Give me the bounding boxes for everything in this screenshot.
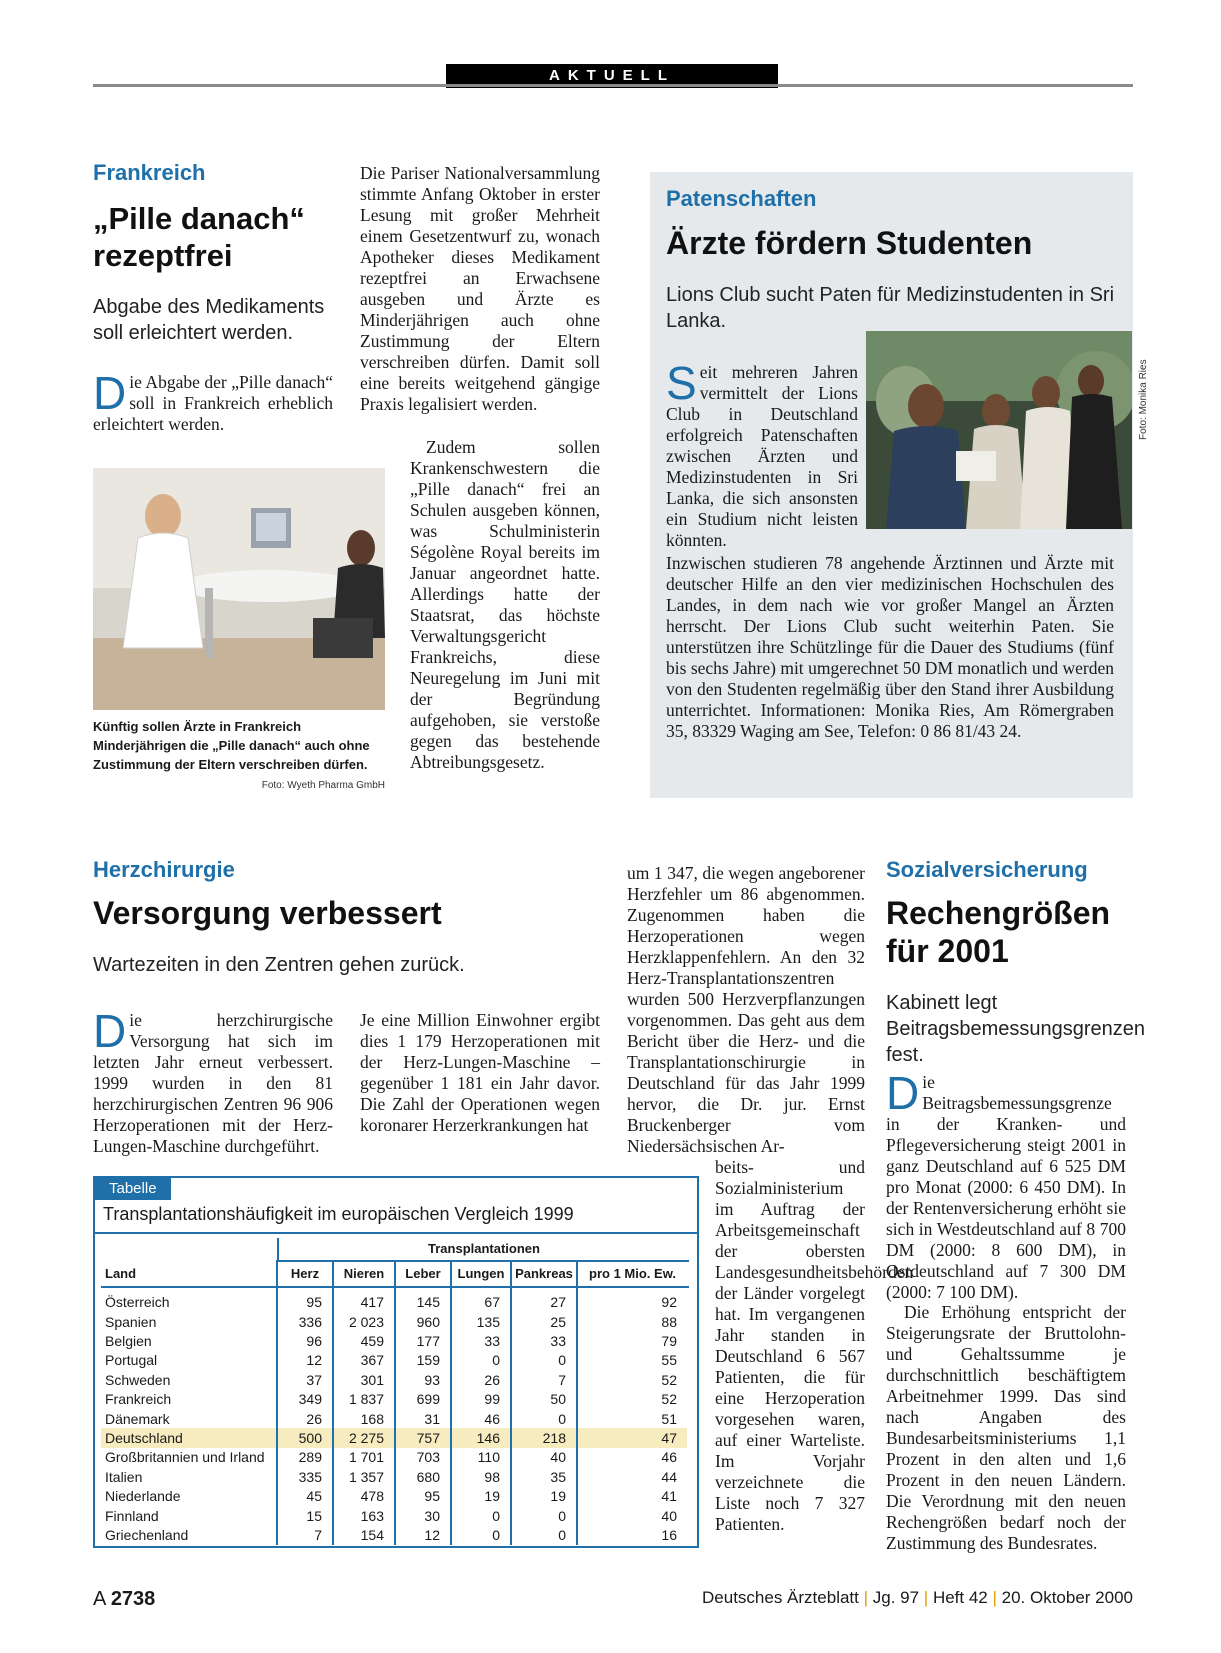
table-cell-value: 12 bbox=[395, 1525, 451, 1544]
article3-title: Versorgung verbessert bbox=[93, 895, 442, 931]
table-cell-value: 27 bbox=[511, 1286, 577, 1312]
table-cell-value: 45 bbox=[277, 1487, 333, 1506]
table-cell-value: 99 bbox=[451, 1390, 511, 1409]
article3-col2: Je eine Million Einwohner ergibt dies 1 179 Herzoperationen mit der Herz-Lungen-Maschine – gegenüber 1 181 ein Jahr davor. Die Zahl der Operationen wegen koronarer Herzerkrankungen hat bbox=[360, 1010, 600, 1135]
article3-col1 bbox=[93, 1005, 333, 1157]
table-cell-value: 35 bbox=[511, 1467, 577, 1486]
table-cell-value: 0 bbox=[511, 1525, 577, 1544]
table-row bbox=[101, 1467, 687, 1486]
table-cell-value: 51 bbox=[661, 1410, 677, 1427]
table-cell-value: 52 bbox=[661, 1371, 677, 1388]
col-header-lungen: Lungen bbox=[451, 1260, 511, 1286]
table-cell-value: 7 bbox=[277, 1525, 333, 1544]
table-cell-value: 92 bbox=[661, 1294, 677, 1310]
article3-kicker: Herzchirurgie bbox=[93, 857, 235, 882]
table-header-rule bbox=[101, 1286, 689, 1288]
footer-volume: Jg. 97 bbox=[872, 1588, 920, 1607]
article1-col2b: Zudem sollen Krankenschwestern die „Pille danach“ frei an Schulen ausgeben können, was Schulministerin Ségolène Royal bereits im Januar angeordnet hatte. Allerdings hatte der Staatsrat, das höchste Verwaltungsgericht Frankreichs, diese Neuregelung im Juni mit der Begründung aufgehoben, sie verstoße gegen das bestehende Abtreibungsgesetz. bbox=[410, 437, 600, 772]
article2-intro bbox=[666, 357, 858, 551]
table-cell-land: Frankreich bbox=[101, 1390, 277, 1409]
col-header-herz: Herz bbox=[277, 1260, 333, 1286]
table-cell-value: 16 bbox=[661, 1526, 677, 1543]
article2-intro-text: eit mehreren Jahren vermittelt der Lions Club in Deutschland erfolgreich Patenschaften zwischen Ärzten und Medizinstudenten in Sri Lanka, die sich ansonsten ein Studium nicht leisten könnten. bbox=[666, 362, 858, 550]
table-cell-value: 44 bbox=[661, 1468, 677, 1485]
table-cell-value: 26 bbox=[451, 1370, 511, 1389]
table-cell-land: Deutschland bbox=[101, 1428, 277, 1447]
table-row bbox=[101, 1428, 687, 1447]
table-cell-value: 177 bbox=[395, 1331, 451, 1350]
table-group-header: Transplantationen bbox=[277, 1238, 689, 1260]
table-cell-value: 335 bbox=[277, 1467, 333, 1486]
table-cell-value: 417 bbox=[333, 1286, 395, 1312]
article1-deck: Abgabe des Medikaments soll erleichtert werden. bbox=[93, 296, 325, 344]
table-cell-value: 12 bbox=[277, 1351, 333, 1370]
table-cell-value: 146 bbox=[451, 1428, 511, 1447]
article4-title bbox=[886, 894, 1126, 971]
table-tag: Tabelle bbox=[95, 1178, 171, 1200]
table-cell-value: 7 bbox=[511, 1370, 577, 1389]
table-cell-value: 0 bbox=[511, 1351, 577, 1370]
table-cell-value: 79 bbox=[661, 1333, 677, 1350]
table-cell-land: Großbritannien und Irland bbox=[101, 1448, 277, 1467]
table-cell-value: 163 bbox=[333, 1506, 395, 1525]
table-cell-value: 336 bbox=[277, 1312, 333, 1331]
page-number-value: 2738 bbox=[110, 1588, 156, 1610]
table-cell-value: 46 bbox=[451, 1409, 511, 1428]
table-cell-value: 40 bbox=[511, 1448, 577, 1467]
article1-title bbox=[93, 200, 343, 274]
table-cell-value: 0 bbox=[451, 1351, 511, 1370]
table-cell-value: 1 837 bbox=[333, 1390, 395, 1409]
article4-dropcap: D bbox=[886, 1067, 920, 1119]
table-cell-land: Österreich bbox=[101, 1286, 277, 1312]
article2-dropcap: S bbox=[666, 357, 697, 409]
article4-p2: Die Erhöhung entspricht der Steigerungsrate der Bruttolohn- und Gehaltssumme je durchschnittlich beschäftigtem Arbeitnehmer 1999. Das sind nach Angaben des Bundesarbeitsministeriums 1,1 Prozent in den alten und 1,6 Prozent in den neuen Ländern. Die Verordnung mit den neuen Rechengrößen bedarf noch der Zustimmung des Bundesrates. bbox=[886, 1302, 1126, 1553]
table-cell-land: Italien bbox=[101, 1467, 277, 1486]
article1-kicker: Frankreich bbox=[93, 160, 206, 185]
table-row bbox=[101, 1370, 687, 1389]
table-cell-value: 367 bbox=[333, 1351, 395, 1370]
table-cell-land: Schweden bbox=[101, 1370, 277, 1389]
table-row bbox=[101, 1331, 687, 1350]
table-cell-value: 96 bbox=[277, 1331, 333, 1350]
table-row bbox=[101, 1312, 687, 1331]
article3-col3b: beits- und Sozialministerium im Auftrag der Arbeitsgemeinschaft der obersten Landesgesundheitsbehörden der Länder vorgelegt hat. Im vergangenen Jahr standen in Deutschland 6 567 Patienten, die für eine Herzoperation vorgesehen waren, auf einer Warteliste. Im Vorjahr verzeichnete die Liste noch 7 327 Patienten. bbox=[715, 1157, 914, 1534]
table-cell-value: 478 bbox=[333, 1487, 395, 1506]
table-cell-value: 703 bbox=[395, 1448, 451, 1467]
article1-dropcap: D bbox=[93, 367, 127, 419]
table-cell-value: 0 bbox=[451, 1525, 511, 1544]
table-cell-value: 41 bbox=[661, 1488, 677, 1505]
table-cell-value: 168 bbox=[333, 1409, 395, 1428]
table-cell-value: 26 bbox=[277, 1409, 333, 1428]
table-cell-value: 135 bbox=[451, 1312, 511, 1331]
table-cell-value: 159 bbox=[395, 1351, 451, 1370]
table-cell-value: 95 bbox=[395, 1487, 451, 1506]
table-cell-value: 95 bbox=[277, 1286, 333, 1312]
table-cell-value: 459 bbox=[333, 1331, 395, 1350]
table-body bbox=[101, 1286, 687, 1545]
table-cell-value: 218 bbox=[511, 1428, 577, 1447]
article4-deck: Kabinett legt Beitragsbemessungsgrenzen fest. bbox=[886, 992, 1146, 1066]
table-cell-land: Portugal bbox=[101, 1351, 277, 1370]
article2-photo-credit: Foto: Monika Ries bbox=[1138, 359, 1149, 440]
table-cell-value: 47 bbox=[577, 1428, 687, 1447]
table-row bbox=[101, 1351, 687, 1370]
article2-title: Ärzte fördern Studenten bbox=[666, 225, 1033, 261]
article4-p1-text: ie Beitragsbemessungsgrenze in der Kranken- und Pflegeversicherung steigt 2001 in ganz Deutschland auf 6 525 DM pro Monat (2000: 6 450 DM). In der Rentenversicherung erhöht sie sich in Westdeutschland auf 8 700 DM (2000: 8 600 DM), in Ostdeutschland auf 7 300 DM (2000: 7 100 DM). bbox=[886, 1072, 1126, 1302]
header-rule bbox=[93, 84, 1133, 87]
page-number bbox=[93, 1588, 155, 1611]
table-cell-value: 1 357 bbox=[333, 1467, 395, 1486]
transplant-table bbox=[93, 1176, 699, 1548]
col-header-pro-mio: pro 1 Mio. Ew. bbox=[589, 1265, 676, 1281]
table-cell-value: 349 bbox=[277, 1390, 333, 1409]
table-cell-value: 500 bbox=[277, 1428, 333, 1447]
article3-deck: Wartezeiten in den Zentren gehen zurück. bbox=[93, 954, 465, 976]
col-header-land: Land bbox=[101, 1260, 277, 1286]
article4-title-line1: Rechengrößen bbox=[886, 895, 1111, 931]
col-header-leber: Leber bbox=[395, 1260, 451, 1286]
table-cell-value: 0 bbox=[511, 1506, 577, 1525]
table-cell-value: 40 bbox=[661, 1507, 677, 1524]
table-row bbox=[101, 1286, 687, 1312]
table-cell-value: 960 bbox=[395, 1312, 451, 1331]
table-cell-value: 67 bbox=[451, 1286, 511, 1312]
table-cell-value: 33 bbox=[511, 1331, 577, 1350]
footer-issue: Heft 42 bbox=[932, 1588, 988, 1607]
doctor-consultation-image bbox=[93, 468, 385, 710]
col-header-nieren: Nieren bbox=[333, 1260, 395, 1286]
table-cell-value: 110 bbox=[451, 1448, 511, 1467]
table-cell-value: 145 bbox=[395, 1286, 451, 1312]
table-cell-value: 154 bbox=[333, 1525, 395, 1544]
footer-journal: Deutsches Ärzteblatt bbox=[702, 1588, 859, 1607]
table-cell-value: 50 bbox=[511, 1390, 577, 1409]
table-cell-value: 19 bbox=[511, 1487, 577, 1506]
table-cell-value: 0 bbox=[511, 1409, 577, 1428]
table-cell-value: 46 bbox=[661, 1449, 677, 1466]
table-cell-value: 52 bbox=[661, 1391, 677, 1408]
table-grid bbox=[101, 1260, 687, 1545]
footer-citation: Deutsches Ärzteblatt | Jg. 97 | Heft 42 | 20. Oktober 2000 bbox=[702, 1588, 1133, 1607]
table-cell-value: 699 bbox=[395, 1390, 451, 1409]
article1-intro bbox=[93, 367, 333, 435]
table-title: Transplantationshäufigkeit im europäischen Vergleich 1999 bbox=[103, 1204, 574, 1224]
table-row bbox=[101, 1409, 687, 1428]
article4-kicker: Sozialversicherung bbox=[886, 857, 1088, 882]
article1-photo-credit: Foto: Wyeth Pharma GmbH bbox=[261, 780, 385, 791]
page-prefix: A bbox=[93, 1588, 106, 1610]
table-cell-land: Niederlande bbox=[101, 1487, 277, 1506]
table-cell-value: 33 bbox=[451, 1331, 511, 1350]
table-header-row bbox=[101, 1260, 687, 1286]
table-cell-land: Finnland bbox=[101, 1506, 277, 1525]
table-cell-value: 2 023 bbox=[333, 1312, 395, 1331]
table-row bbox=[101, 1506, 687, 1525]
table-row bbox=[101, 1390, 687, 1409]
article4-title-line2: für 2001 bbox=[886, 933, 1009, 970]
article2-kicker: Patenschaften bbox=[666, 186, 817, 211]
article2-deck: Lions Club sucht Paten für Medizinstudenten in Sri Lanka. bbox=[666, 284, 1115, 332]
table-cell-land: Spanien bbox=[101, 1312, 277, 1331]
article1-photo bbox=[93, 468, 385, 710]
table-cell-value: 15 bbox=[277, 1506, 333, 1525]
table-cell-value: 93 bbox=[395, 1370, 451, 1389]
table-row bbox=[101, 1448, 687, 1467]
table-cell-value: 30 bbox=[395, 1506, 451, 1525]
table-cell-land: Belgien bbox=[101, 1331, 277, 1350]
footer-date: 20. Oktober 2000 bbox=[1001, 1588, 1133, 1607]
table-row bbox=[101, 1487, 687, 1506]
table-cell-land: Dänemark bbox=[101, 1409, 277, 1428]
article1-caption: Künftig sollen Ärzte in Frankreich Minderjährigen die „Pille danach“ auch ohne Zustimmung der Eltern verschreiben dürfen. bbox=[93, 719, 370, 772]
table-cell-value: 55 bbox=[661, 1352, 677, 1369]
table-title-rule bbox=[95, 1232, 697, 1234]
article3-dropcap: D bbox=[93, 1005, 127, 1057]
table-cell-value: 98 bbox=[451, 1467, 511, 1486]
table-cell-value: 31 bbox=[395, 1409, 451, 1428]
article3-col3a: um 1 347, die wegen angeborener Herzfehler um 86 abgenommen. Zugenommen haben die Herzoperationen wegen Herzklappenfehlern. An den 32 Herz-Transplantationszentren wurden 500 Herzverpflanzungen vorgenommen. Das geht aus dem Bericht über die Herz- und die Transplantationschirurgie in Deutschland für das Jahr 1999 hervor, die Dr. jur. Ernst Bruckenberger vom Niedersächsischen Ar- bbox=[627, 863, 865, 1156]
table-cell-land: Griechenland bbox=[101, 1525, 277, 1544]
article1-title-line1: „Pille danach“ bbox=[93, 201, 305, 236]
article3-col1-text: ie herzchirurgische Versorgung hat sich im letzten Jahr erneut verbessert. 1999 wurden in den 81 herzchirurgischen Zentren 96 906 Herzoperationen mit der Herz-Lungen-Maschine durchgeführt. bbox=[93, 1010, 333, 1156]
col-header-pankreas: Pankreas bbox=[511, 1260, 577, 1286]
article2-photo bbox=[866, 331, 1132, 529]
article1-intro-text: ie Abgabe der „Pille danach“ soll in Frankreich erheblich erleichtert werden. bbox=[93, 372, 333, 434]
table-cell-value: 301 bbox=[333, 1370, 395, 1389]
table-cell-value: 19 bbox=[451, 1487, 511, 1506]
table-cell-value: 37 bbox=[277, 1370, 333, 1389]
table-cell-value: 2 275 bbox=[333, 1428, 395, 1447]
table-row bbox=[101, 1525, 687, 1544]
table-cell-value: 757 bbox=[395, 1428, 451, 1447]
table-cell-value: 88 bbox=[661, 1313, 677, 1330]
article1-title-line2: rezeptfrei bbox=[93, 238, 233, 274]
article4-p1 bbox=[886, 1067, 1126, 1303]
table-cell-value: 1 701 bbox=[333, 1448, 395, 1467]
table-cell-value: 0 bbox=[451, 1506, 511, 1525]
table-cell-value: 289 bbox=[277, 1448, 333, 1467]
table-cell-value: 25 bbox=[511, 1312, 577, 1331]
students-group-image bbox=[866, 331, 1132, 529]
table-cell-value: 680 bbox=[395, 1467, 451, 1486]
article2-body: Inzwischen studieren 78 angehende Ärztinnen und Ärzte mit deutscher Hilfe an den vier medizinischen Hochschulen des Landes, in dem nach wie vor großer Mangel an Ärzten herrscht. Der Lions Club sucht weiterhin Paten. Sie unterstützen ihre Schützlinge für die Dauer des Studiums (fünf bis sechs Jahre) mit umgerechnet 50 DM monatlich und werden von den Studenten regelmäßig über den Stand ihrer Ausbildung unterrichtet. Informationen: Monika Ries, Am Römergraben 35, 83329 Waging am See, Telefon: 0 86 81/43 24. bbox=[666, 553, 1114, 741]
section-tag: AKTUELL bbox=[446, 64, 778, 88]
article1-col2a: Die Pariser Nationalversammlung stimmte Anfang Oktober in erster Lesung mit großer Mehrheit einem Gesetzentwurf zu, wonach Apotheker dieses Medikament rezeptfrei an Erwachsene ausgeben und Ärzte es Minderjährigen auch ohne Zustimmung der Eltern verschreiben dürfen. Damit soll eine bereits weitgehend gängige Praxis legalisiert werden. bbox=[360, 163, 600, 414]
